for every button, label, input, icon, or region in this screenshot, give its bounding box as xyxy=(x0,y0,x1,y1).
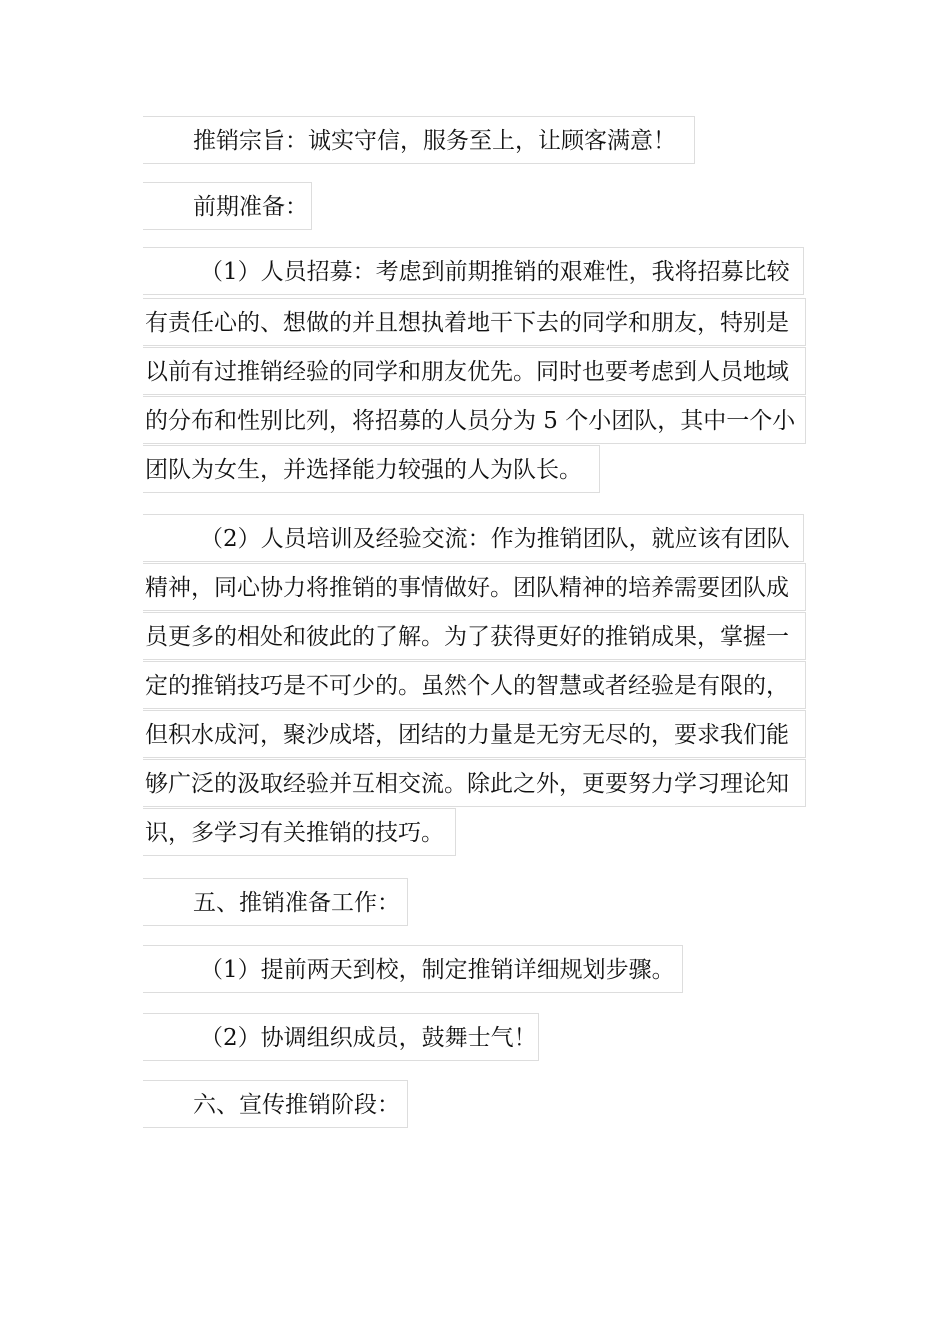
section5-item-1: （1）提前两天到校，制定推销详细规划步骤。 xyxy=(143,945,683,993)
section5-title: 五、推销准备工作： xyxy=(143,878,408,926)
training-line-4: 定的推销技巧是不可少的。虽然个人的智慧或者经验是有限的， xyxy=(143,661,806,709)
section6-title: 六、宣传推销阶段： xyxy=(143,1080,408,1128)
recruitment-line-5: 团队为女生，并选择能力较强的人为队长。 xyxy=(143,445,600,493)
training-line-3: 员更多的相处和彼此的了解。为了获得更好的推销成果，掌握一 xyxy=(143,612,806,660)
purpose-line: 推销宗旨：诚实守信，服务至上，让顾客满意！ xyxy=(143,116,695,164)
recruitment-line-2: 有责任心的、想做的并且想执着地干下去的同学和朋友，特别是 xyxy=(143,298,806,346)
recruitment-line-3: 以前有过推销经验的同学和朋友优先。同时也要考虑到人员地域 xyxy=(143,347,806,395)
training-line-5: 但积水成河，聚沙成塔，团结的力量是无穷无尽的，要求我们能 xyxy=(143,710,806,758)
preparation-heading: 前期准备： xyxy=(143,182,312,230)
training-line-7: 识，多学习有关推销的技巧。 xyxy=(143,808,456,856)
training-line-1: （2）人员培训及经验交流：作为推销团队，就应该有团队 xyxy=(143,514,804,562)
recruitment-line-1: （1）人员招募：考虑到前期推销的艰难性，我将招募比较 xyxy=(143,247,804,295)
recruitment-line-4: 的分布和性别比列，将招募的人员分为 5 个小团队，其中一个小 xyxy=(143,396,806,444)
training-line-6: 够广泛的汲取经验并互相交流。除此之外，更要努力学习理论知 xyxy=(143,759,806,807)
section5-item-2: （2）协调组织成员，鼓舞士气！ xyxy=(143,1013,539,1061)
training-line-2: 精神，同心协力将推销的事情做好。团队精神的培养需要团队成 xyxy=(143,563,806,611)
